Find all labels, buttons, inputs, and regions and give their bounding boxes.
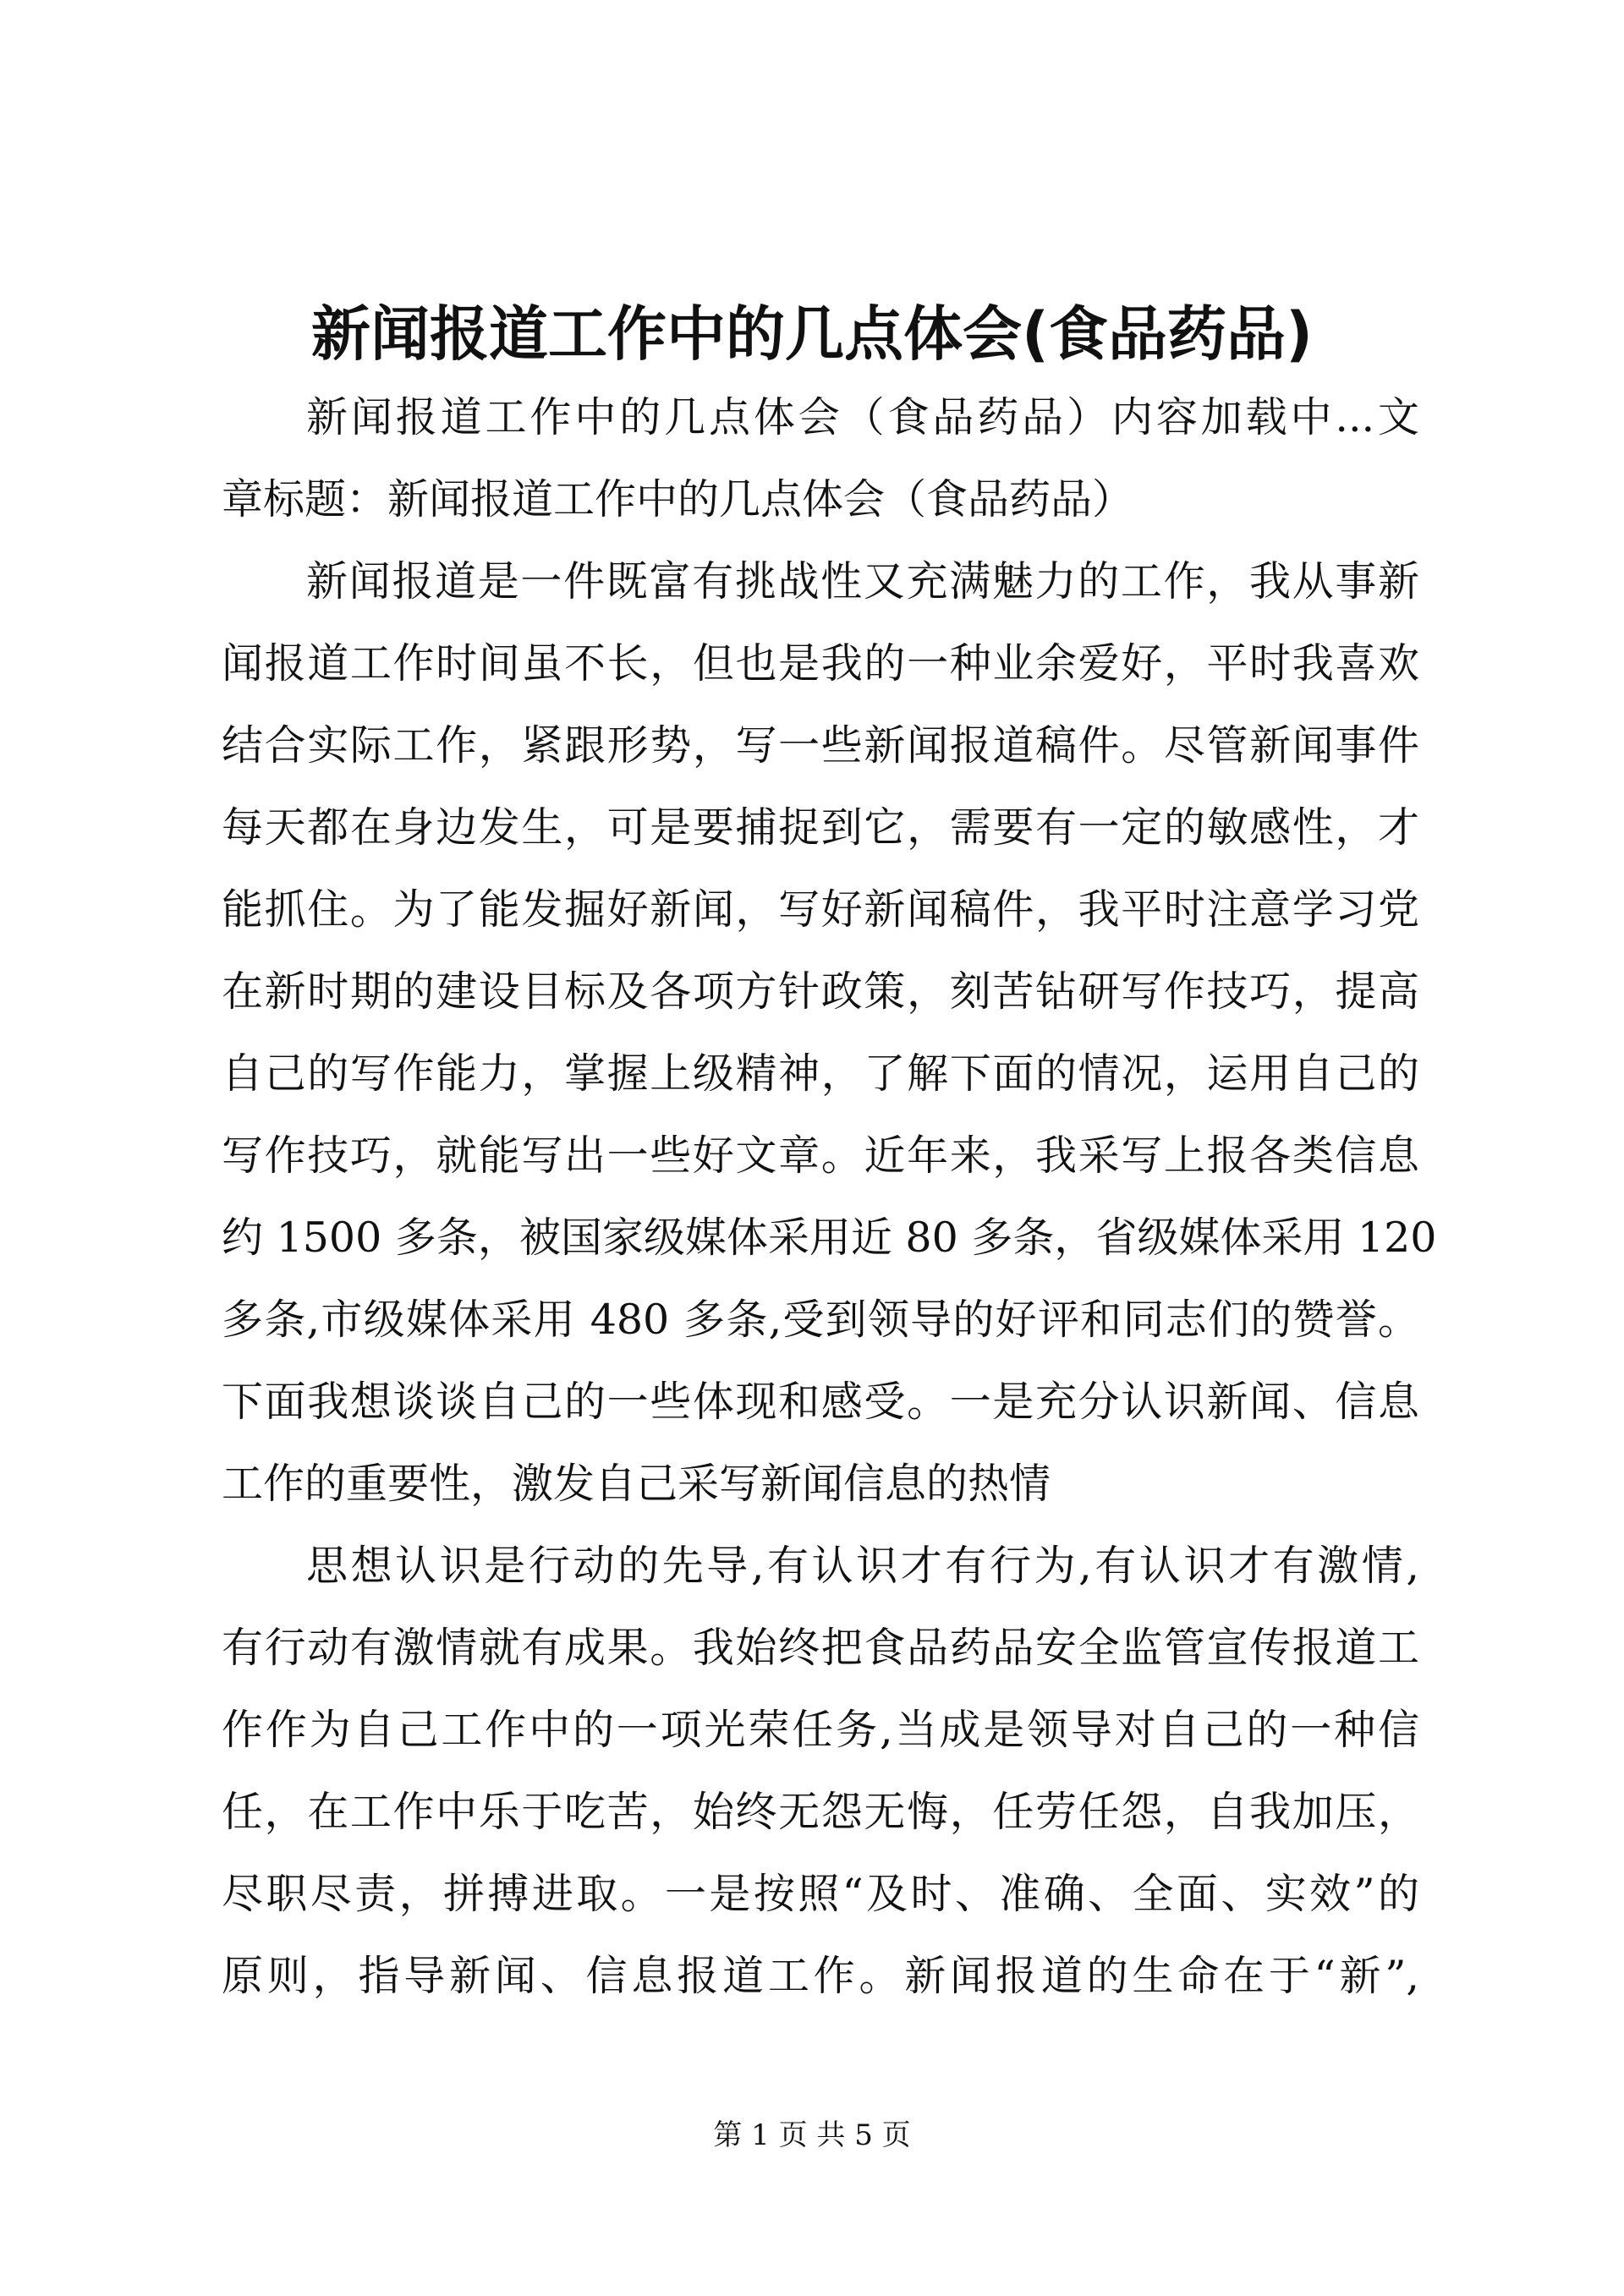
paragraph-line: 自己的写作能力，掌握上级精神，了解下面的情况，运用自己的 xyxy=(222,1049,1419,1098)
paragraph-line: 任，在工作中乐于吃苦，始终无怨无悔，任劳任怨，自我加压， xyxy=(222,1788,1419,1836)
paragraph-line: 结合实际工作，紧跟形势，写一些新闻报道稿件。尽管新闻事件 xyxy=(222,721,1419,770)
paragraph-line: 作作为自己工作中的一项光荣任务,当成是领导对自己的一种信 xyxy=(222,1706,1419,1754)
page-number: 第 1 页 共 5 页 xyxy=(713,2118,911,2152)
paragraph-line: 新闻报道工作中的几点体会（食品药品）内容加载中...文 xyxy=(306,393,1419,441)
paragraph-line: 下面我想谈谈自己的一些体现和感受。一是充分认识新闻、信息 xyxy=(222,1378,1419,1426)
paragraph-line: 多条,市级媒体采用 480 多条,受到领导的好评和同志们的赞誉。 xyxy=(222,1296,1419,1344)
paragraph-line: 尽职尽责，拼搏进取。一是按照“及时、准确、全面、实效”的 xyxy=(222,1870,1419,1918)
paragraph-line: 章标题：新闻报道工作中的几点体会（食品药品） xyxy=(222,475,1134,523)
paragraph-line: 每天都在身边发生，可是要捕捉到它，需要有一定的敏感性，才 xyxy=(222,803,1419,852)
paragraph-line: 新闻报道是一件既富有挑战性又充满魅力的工作，我从事新 xyxy=(306,557,1419,606)
paragraph-line: 有行动有激情就有成果。我始终把食品药品安全监管宣传报道工 xyxy=(222,1624,1419,1672)
paragraph-line: 能抓住。为了能发掘好新闻，写好新闻稿件，我平时注意学习党 xyxy=(222,885,1419,934)
document-title: 新闻报道工作中的几点体会(食品药品) xyxy=(311,299,1313,369)
paragraph-line: 闻报道工作时间虽不长，但也是我的一种业余爱好，平时我喜欢 xyxy=(222,639,1419,688)
paragraph-line: 思想认识是行动的先导,有认识才有行为,有认识才有激情, xyxy=(306,1542,1419,1590)
paragraph-line: 工作的重要性，激发自己采写新闻信息的热情 xyxy=(222,1460,1051,1508)
paragraph-line: 原则，指导新闻、信息报道工作。新闻报道的生命在于“新”, xyxy=(222,1952,1419,2000)
paragraph-line: 约 1500 多条，被国家级媒体采用近 80 多条，省级媒体采用 120 xyxy=(222,1214,1437,1262)
paragraph-line: 在新时期的建设目标及各项方针政策，刻苦钻研写作技巧，提高 xyxy=(222,967,1419,1016)
paragraph-line: 写作技巧，就能写出一些好文章。近年来，我采写上报各类信息 xyxy=(222,1132,1419,1180)
document-body xyxy=(222,376,1437,2017)
